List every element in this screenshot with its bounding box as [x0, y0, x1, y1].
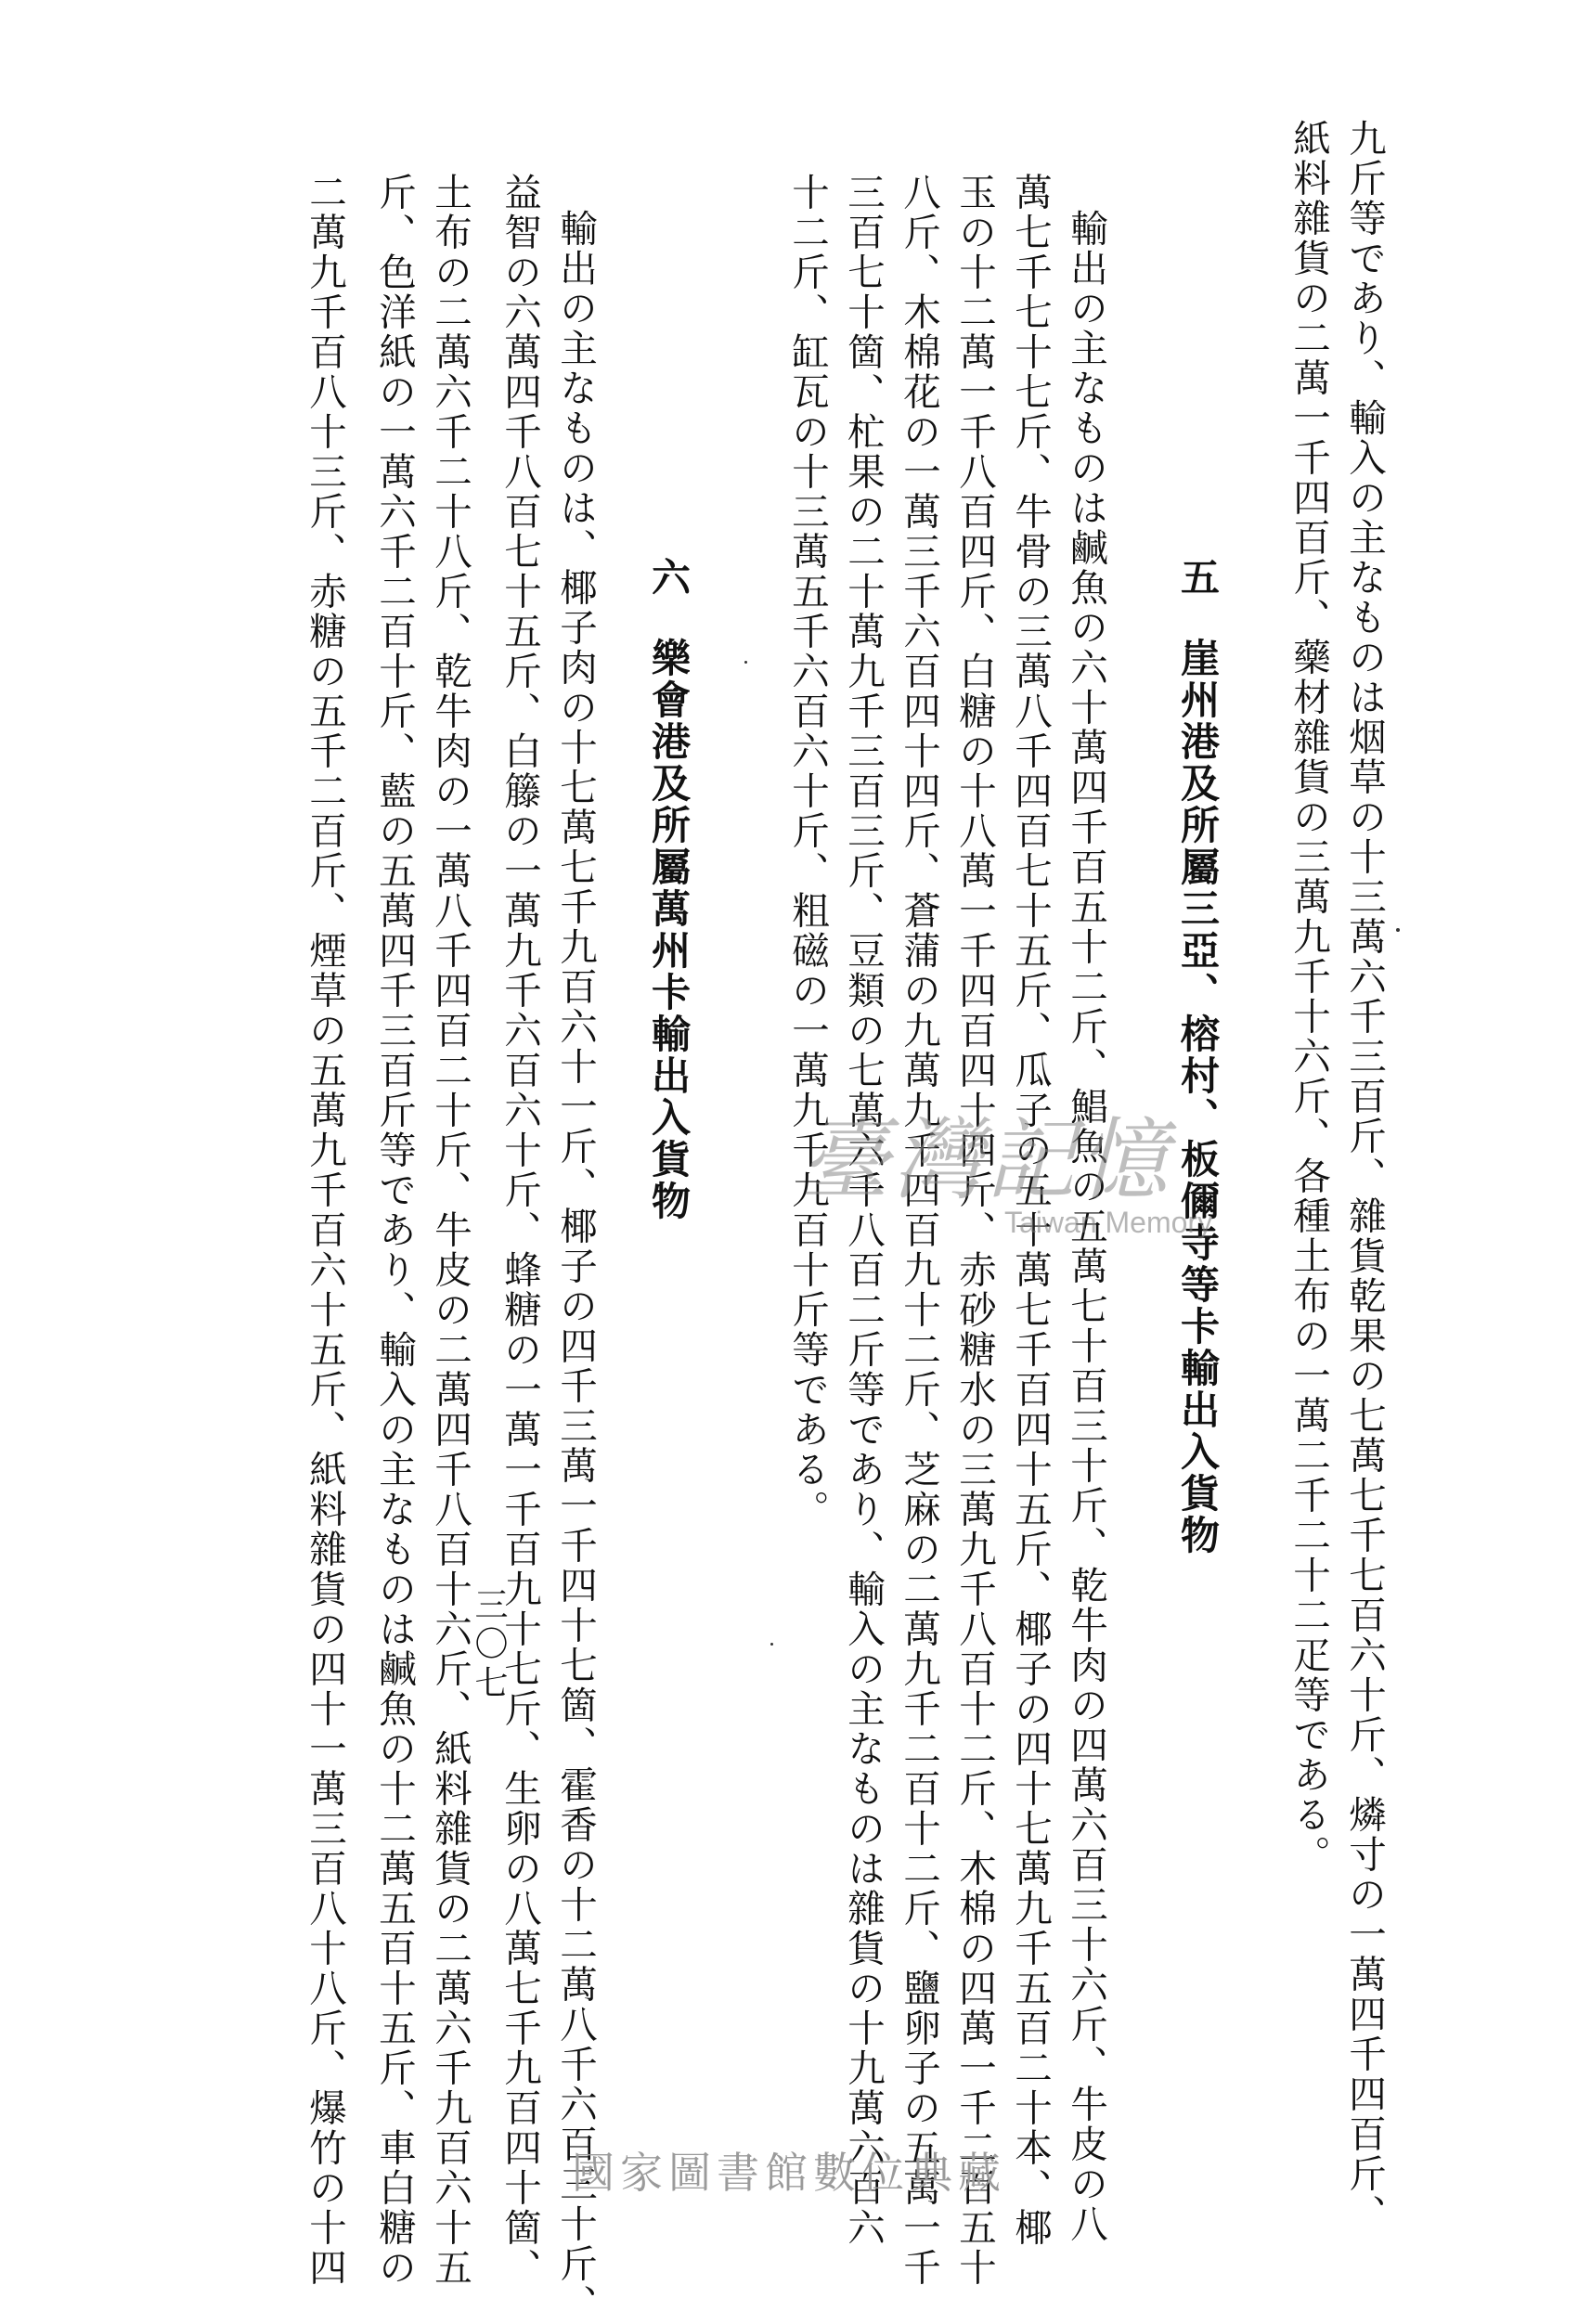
section-5-title: 崖州港及所屬三亞、榕村、板儞寺等卡輸出入貨物 [1175, 638, 1221, 1556]
text-column-9: 輸出の主なものは、椰子肉の十七萬七千九百六十一斤、椰子の四千三萬一千四十七箇、霍香の十二萬八千六百三十斤、 [553, 209, 598, 2324]
scan-speck [1396, 928, 1400, 932]
scan-speck [770, 1643, 773, 1646]
text-column-1: 九斤等であり、輸入の主なものは烟草の十三萬六千三百斤、雜貨乾果の七萬七千七百六十斤、燐寸の一萬四千四百斤、 [1342, 119, 1387, 2234]
watermark-logo [800, 1109, 1246, 1258]
footer-credit: 國家圖書館數位典藏 [572, 2148, 1006, 2198]
page-number: 三〇七 [470, 1587, 508, 1704]
section-6-heading [640, 557, 696, 1222]
text-column-5: 玉の十二萬一千八百四斤、白糖の十八萬一千四百四十四斤、赤砂糖水の三萬九千八百十二斤、木棉の四萬一千二百五十 [952, 173, 997, 2288]
watermark-sub-text: Taiwan Memory [1004, 1206, 1213, 1239]
text-column-4: 萬七千七十七斤、牛骨の三萬八千四百七十五斤、瓜子の五十萬七千百四十五斤、椰子の四十七萬九千五百二十本、椰 [1008, 173, 1053, 2248]
section-6-title: 樂會港及所屬萬州卡輸出入貨物 [646, 638, 692, 1222]
text-column-11: 土布の二萬六千二十八斤、乾牛肉の一萬八千四百二十斤、牛皮の二萬四千八百十六斤、紙料雜貨の二萬六千九百六十五 [428, 173, 472, 2288]
text-column-3: 輸出の主なものは鹹魚の六十萬四千百五十二斤、鯧魚の五萬七十百三十斤、乾牛肉の四萬六百三十六斤、牛皮の八 [1064, 209, 1108, 2244]
section-6-number: 六 [646, 557, 692, 599]
section-5-heading [1170, 557, 1225, 1556]
watermark-main-text: 臺灣記憶 [800, 1108, 1171, 1212]
text-column-10: 益智の六萬四千八百七十五斤、白籐の一萬九千六百六十斤、蜂糖の一萬一千百九十七斤、生卵の八萬七千九百四十箇、 [498, 173, 542, 2288]
text-column-13: 二萬九千百八十三斤、赤糖の五千二百斤、煙草の五萬九千百六十五斤、紙料雜貨の四十一萬三百八十八斤、爆竹の十四 [303, 173, 347, 2288]
text-column-8: 十二斤、缸瓦の十三萬五千六百六十斤、粗磁の一萬九千九百十斤等である。 [785, 173, 830, 1530]
text-column-6: 八斤、木棉花の一萬三千六百四十四斤、蒼蒲の九萬九千四百九十二斤、芝麻の二萬九千二百十二斤、鹽卵子の五萬一千 [897, 173, 941, 2288]
text-column-7: 三百七十箇、杧果の二十萬九千三百三斤、豆類の七萬六千八百二斤等であり、輸入の主なものは雜貨の十九萬六百六 [841, 173, 886, 2248]
text-column-12: 斤、色洋紙の一萬六千二百十斤、藍の五萬四千三百斤等であり、輸入の主なものは鹹魚の十二萬五百十五斤、車白糖の [372, 173, 417, 2288]
scan-speck [744, 661, 747, 664]
text-column-2: 紙料雜貨の二萬一千四百斤、藥材雜貨の三萬九千十六斤、各種土布の一萬二千二十二疋等である。 [1287, 119, 1331, 1875]
section-5-number: 五 [1175, 557, 1221, 599]
